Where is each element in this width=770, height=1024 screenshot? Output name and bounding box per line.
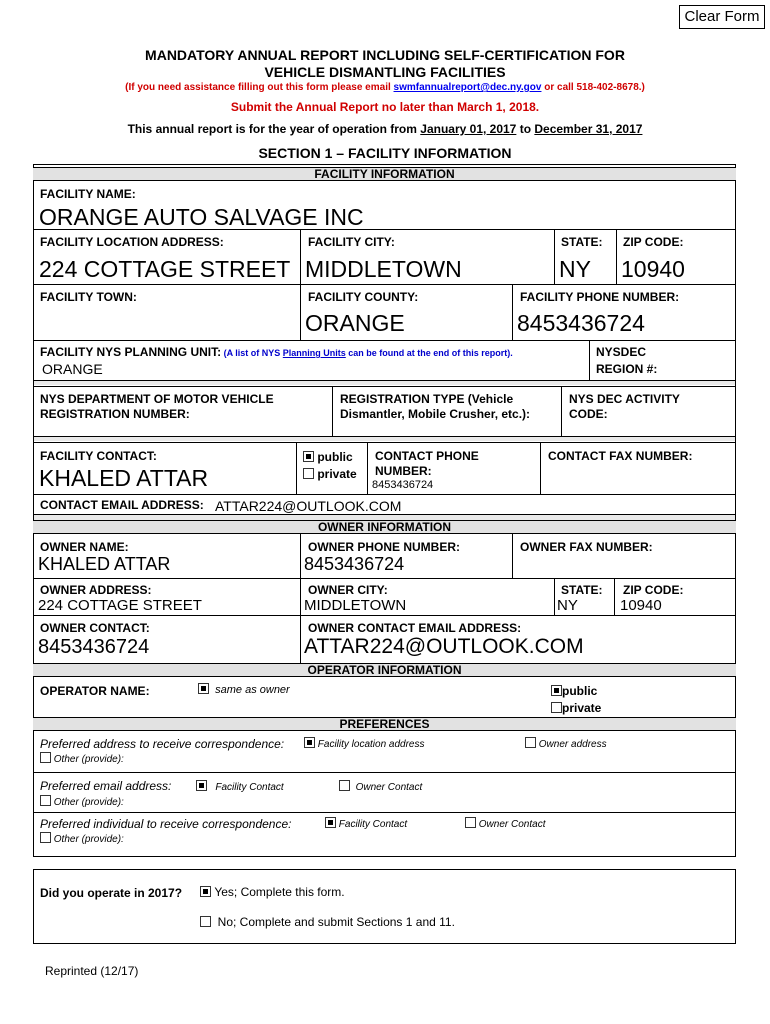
indiv-owner-label: Owner Contact — [478, 819, 546, 830]
owner-state-label: STATE: — [561, 583, 603, 597]
owner-zip-value[interactable]: 10940 — [620, 597, 662, 614]
private-checkbox[interactable] — [303, 468, 314, 479]
preferred-individual-label: Preferred individual to receive correspondence: — [40, 817, 292, 831]
operate-no-option[interactable] — [200, 915, 455, 929]
planning-unit-note — [221, 348, 513, 358]
year-of-operation — [0, 122, 770, 136]
operator-public-option[interactable] — [551, 684, 597, 698]
assistance-note — [0, 82, 770, 93]
facility-zip-value[interactable]: 10940 — [621, 256, 685, 282]
owner-fax-label: OWNER FAX NUMBER: — [520, 540, 653, 554]
planning-unit-label-text: FACILITY NYS PLANNING UNIT: — [40, 345, 222, 359]
year-to-word: to — [516, 122, 535, 136]
corr-owner-checkbox[interactable] — [525, 737, 536, 748]
corr-other-label: Other (provide): — [53, 754, 124, 765]
operator-information-band: OPERATOR INFORMATION — [33, 663, 736, 677]
facility-address-label: FACILITY LOCATION ADDRESS: — [40, 235, 224, 249]
owner-city-label: OWNER CITY: — [308, 583, 388, 597]
corr-facility-label: Facility location address — [317, 739, 425, 750]
owner-name-value[interactable]: KHALED ATTAR — [38, 554, 171, 574]
indiv-owner-option[interactable] — [465, 817, 545, 830]
owner-state-value[interactable]: NY — [557, 597, 578, 614]
regtype-label-line-2: Dismantler, Mobile Crusher, etc.): — [340, 407, 531, 421]
email-owner-checkbox[interactable] — [339, 780, 350, 791]
facility-name-label: FACILITY NAME: — [40, 187, 136, 201]
preferred-email-label: Preferred email address: — [40, 779, 172, 793]
activity-label-line-2: CODE: — [569, 407, 608, 421]
planning-units-link[interactable]: Planning Units — [282, 348, 346, 358]
email-facility-option[interactable] — [196, 780, 284, 793]
public-label: public — [317, 450, 353, 464]
facility-town-label: FACILITY TOWN: — [40, 290, 137, 304]
corr-other-checkbox[interactable] — [40, 752, 51, 763]
facility-county-value[interactable]: ORANGE — [305, 310, 405, 336]
operator-name-label: OPERATOR NAME: — [40, 684, 150, 698]
operate-box — [33, 869, 736, 944]
facility-information-band: FACILITY INFORMATION — [33, 167, 736, 181]
corr-facility-checkbox[interactable] — [304, 737, 315, 748]
contact-private-option[interactable] — [303, 467, 357, 481]
section-title: SECTION 1 – FACILITY INFORMATION — [258, 145, 512, 161]
dmv-label-line-1: NYS DEPARTMENT OF MOTOR VEHICLE — [40, 392, 274, 406]
indiv-other-checkbox[interactable] — [40, 832, 51, 843]
clear-form-button[interactable]: Clear Form — [679, 5, 765, 29]
indiv-facility-label: Facility Contact — [338, 819, 408, 830]
registration-type-label — [340, 392, 530, 422]
private-label: private — [317, 467, 357, 481]
indiv-facility-checkbox[interactable] — [325, 817, 336, 828]
corr-owner-label: Owner address — [538, 739, 607, 750]
email-other-label: Other (provide): — [53, 797, 124, 808]
owner-phone-value[interactable]: 8453436724 — [304, 554, 405, 574]
facility-address-value[interactable]: 224 COTTAGE STREET — [39, 256, 291, 282]
owner-phone-label: OWNER PHONE NUMBER: — [308, 540, 460, 554]
indiv-facility-option[interactable] — [325, 817, 407, 830]
operate-yes-label: Yes; Complete this form. — [214, 885, 345, 899]
planning-note-prefix: (A list of NYS — [221, 348, 283, 358]
contact-email-label: CONTACT EMAIL ADDRESS: — [40, 498, 204, 512]
owner-email-value[interactable]: ATTAR224@OUTLOOK.COM — [304, 635, 584, 658]
operator-public-checkbox[interactable] — [551, 685, 562, 696]
correspondence-address-label: Preferred address to receive correspondence: — [40, 737, 285, 751]
owner-city-value[interactable]: MIDDLETOWN — [304, 597, 407, 614]
region-label-line-2: REGION #: — [596, 362, 658, 376]
facility-state-value[interactable]: NY — [559, 256, 591, 282]
contact-phone-value[interactable]: 8453436724 — [372, 479, 434, 491]
email-owner-option[interactable] — [339, 780, 422, 793]
operator-private-checkbox[interactable] — [551, 702, 562, 713]
owner-address-label: OWNER ADDRESS: — [40, 583, 152, 597]
email-other-checkbox[interactable] — [40, 795, 51, 806]
owner-address-value[interactable]: 224 COTTAGE STREET — [38, 597, 202, 614]
title-line-2: VEHICLE DISMANTLING FACILITIES — [264, 64, 506, 80]
assistance-email-link[interactable]: swmfannualreport@dec.ny.gov — [393, 82, 542, 93]
assistance-suffix: or call 518-402-8678.) — [541, 82, 645, 93]
corr-owner-option[interactable] — [525, 737, 607, 750]
operate-yes-checkbox[interactable] — [200, 886, 211, 897]
contact-phone-label-line-2: NUMBER: — [375, 464, 432, 478]
same-as-owner-label: same as owner — [215, 684, 290, 696]
corr-facility-option[interactable] — [304, 737, 425, 750]
indiv-other-option[interactable] — [40, 832, 124, 845]
contact-phone-label — [375, 449, 479, 479]
public-checkbox[interactable] — [303, 451, 314, 462]
email-owner-label: Owner Contact — [355, 782, 423, 793]
assistance-prefix: (If you need assistance filling out this form please email — [125, 82, 394, 93]
facility-state-label: STATE: — [561, 235, 603, 249]
preferences-band: PREFERENCES — [33, 717, 736, 731]
email-facility-checkbox[interactable] — [196, 780, 207, 791]
dmv-registration-label — [40, 392, 274, 422]
facility-city-value[interactable]: MIDDLETOWN — [305, 256, 462, 282]
dmv-label-line-2: REGISTRATION NUMBER: — [40, 407, 190, 421]
operator-private-option[interactable] — [551, 701, 601, 715]
owner-contact-label: OWNER CONTACT: — [40, 621, 150, 635]
contact-fax-label: CONTACT FAX NUMBER: — [548, 449, 693, 463]
title-line-1: MANDATORY ANNUAL REPORT INCLUDING SELF-CERTIFICATION FOR — [145, 47, 625, 63]
facility-phone-label: FACILITY PHONE NUMBER: — [520, 290, 680, 304]
reprinted-note: Reprinted (12/17) — [45, 964, 139, 978]
year-prefix: This annual report is for the year of operation from — [127, 122, 421, 136]
facility-contact-label: FACILITY CONTACT: — [40, 449, 157, 463]
same-as-owner-option[interactable] — [198, 683, 290, 696]
owner-zip-label: ZIP CODE: — [623, 583, 684, 597]
planning-note-suffix: can be found at the end of this report). — [345, 348, 513, 358]
owner-email-label: OWNER CONTACT EMAIL ADDRESS: — [308, 621, 522, 635]
facility-phone-value[interactable]: 8453436724 — [517, 310, 645, 336]
activity-code-label — [569, 392, 680, 422]
planning-unit-value[interactable]: ORANGE — [42, 361, 103, 377]
submit-notice: Submit the Annual Report no later than March 1, 2018. — [230, 100, 540, 114]
activity-label-line-1: NYS DEC ACTIVITY — [569, 392, 680, 406]
year-from: January 01, 2017 — [420, 122, 517, 136]
facility-city-label: FACILITY CITY: — [308, 235, 395, 249]
operate-no-checkbox[interactable] — [200, 916, 211, 927]
facility-contact-value[interactable]: KHALED ATTAR — [39, 465, 209, 491]
operator-private-label: private — [562, 701, 602, 715]
indiv-owner-checkbox[interactable] — [465, 817, 476, 828]
facility-name-value[interactable]: ORANGE AUTO SALVAGE INC — [39, 204, 364, 230]
operate-question: Did you operate in 2017? — [40, 886, 183, 900]
operate-no-label: No; Complete and submit Sections 1 and 11. — [217, 915, 455, 929]
report-title — [0, 47, 770, 81]
email-facility-label: Facility Contact — [215, 782, 284, 793]
contact-phone-label-line-1: CONTACT PHONE — [375, 449, 479, 463]
year-to: December 31, 2017 — [534, 122, 643, 136]
regtype-label-line-1: REGISTRATION TYPE (Vehicle — [340, 392, 514, 406]
operator-public-label: public — [562, 684, 598, 698]
owner-contact-value[interactable]: 8453436724 — [38, 636, 150, 658]
email-other-option[interactable] — [40, 795, 124, 808]
owner-information-band: OWNER INFORMATION — [33, 520, 736, 534]
owner-name-label: OWNER NAME: — [40, 540, 129, 554]
planning-unit-label — [40, 345, 513, 359]
same-as-owner-checkbox[interactable] — [198, 683, 209, 694]
corr-other-option[interactable] — [40, 752, 124, 765]
indiv-other-label: Other (provide): — [53, 834, 124, 845]
region-label-line-1: NYSDEC — [596, 345, 647, 359]
operate-yes-option[interactable] — [200, 885, 345, 899]
facility-zip-label: ZIP CODE: — [623, 235, 684, 249]
contact-email-value[interactable]: ATTAR224@OUTLOOK.COM — [215, 498, 402, 514]
contact-public-option[interactable] — [303, 450, 353, 464]
facility-county-label: FACILITY COUNTY: — [308, 290, 419, 304]
